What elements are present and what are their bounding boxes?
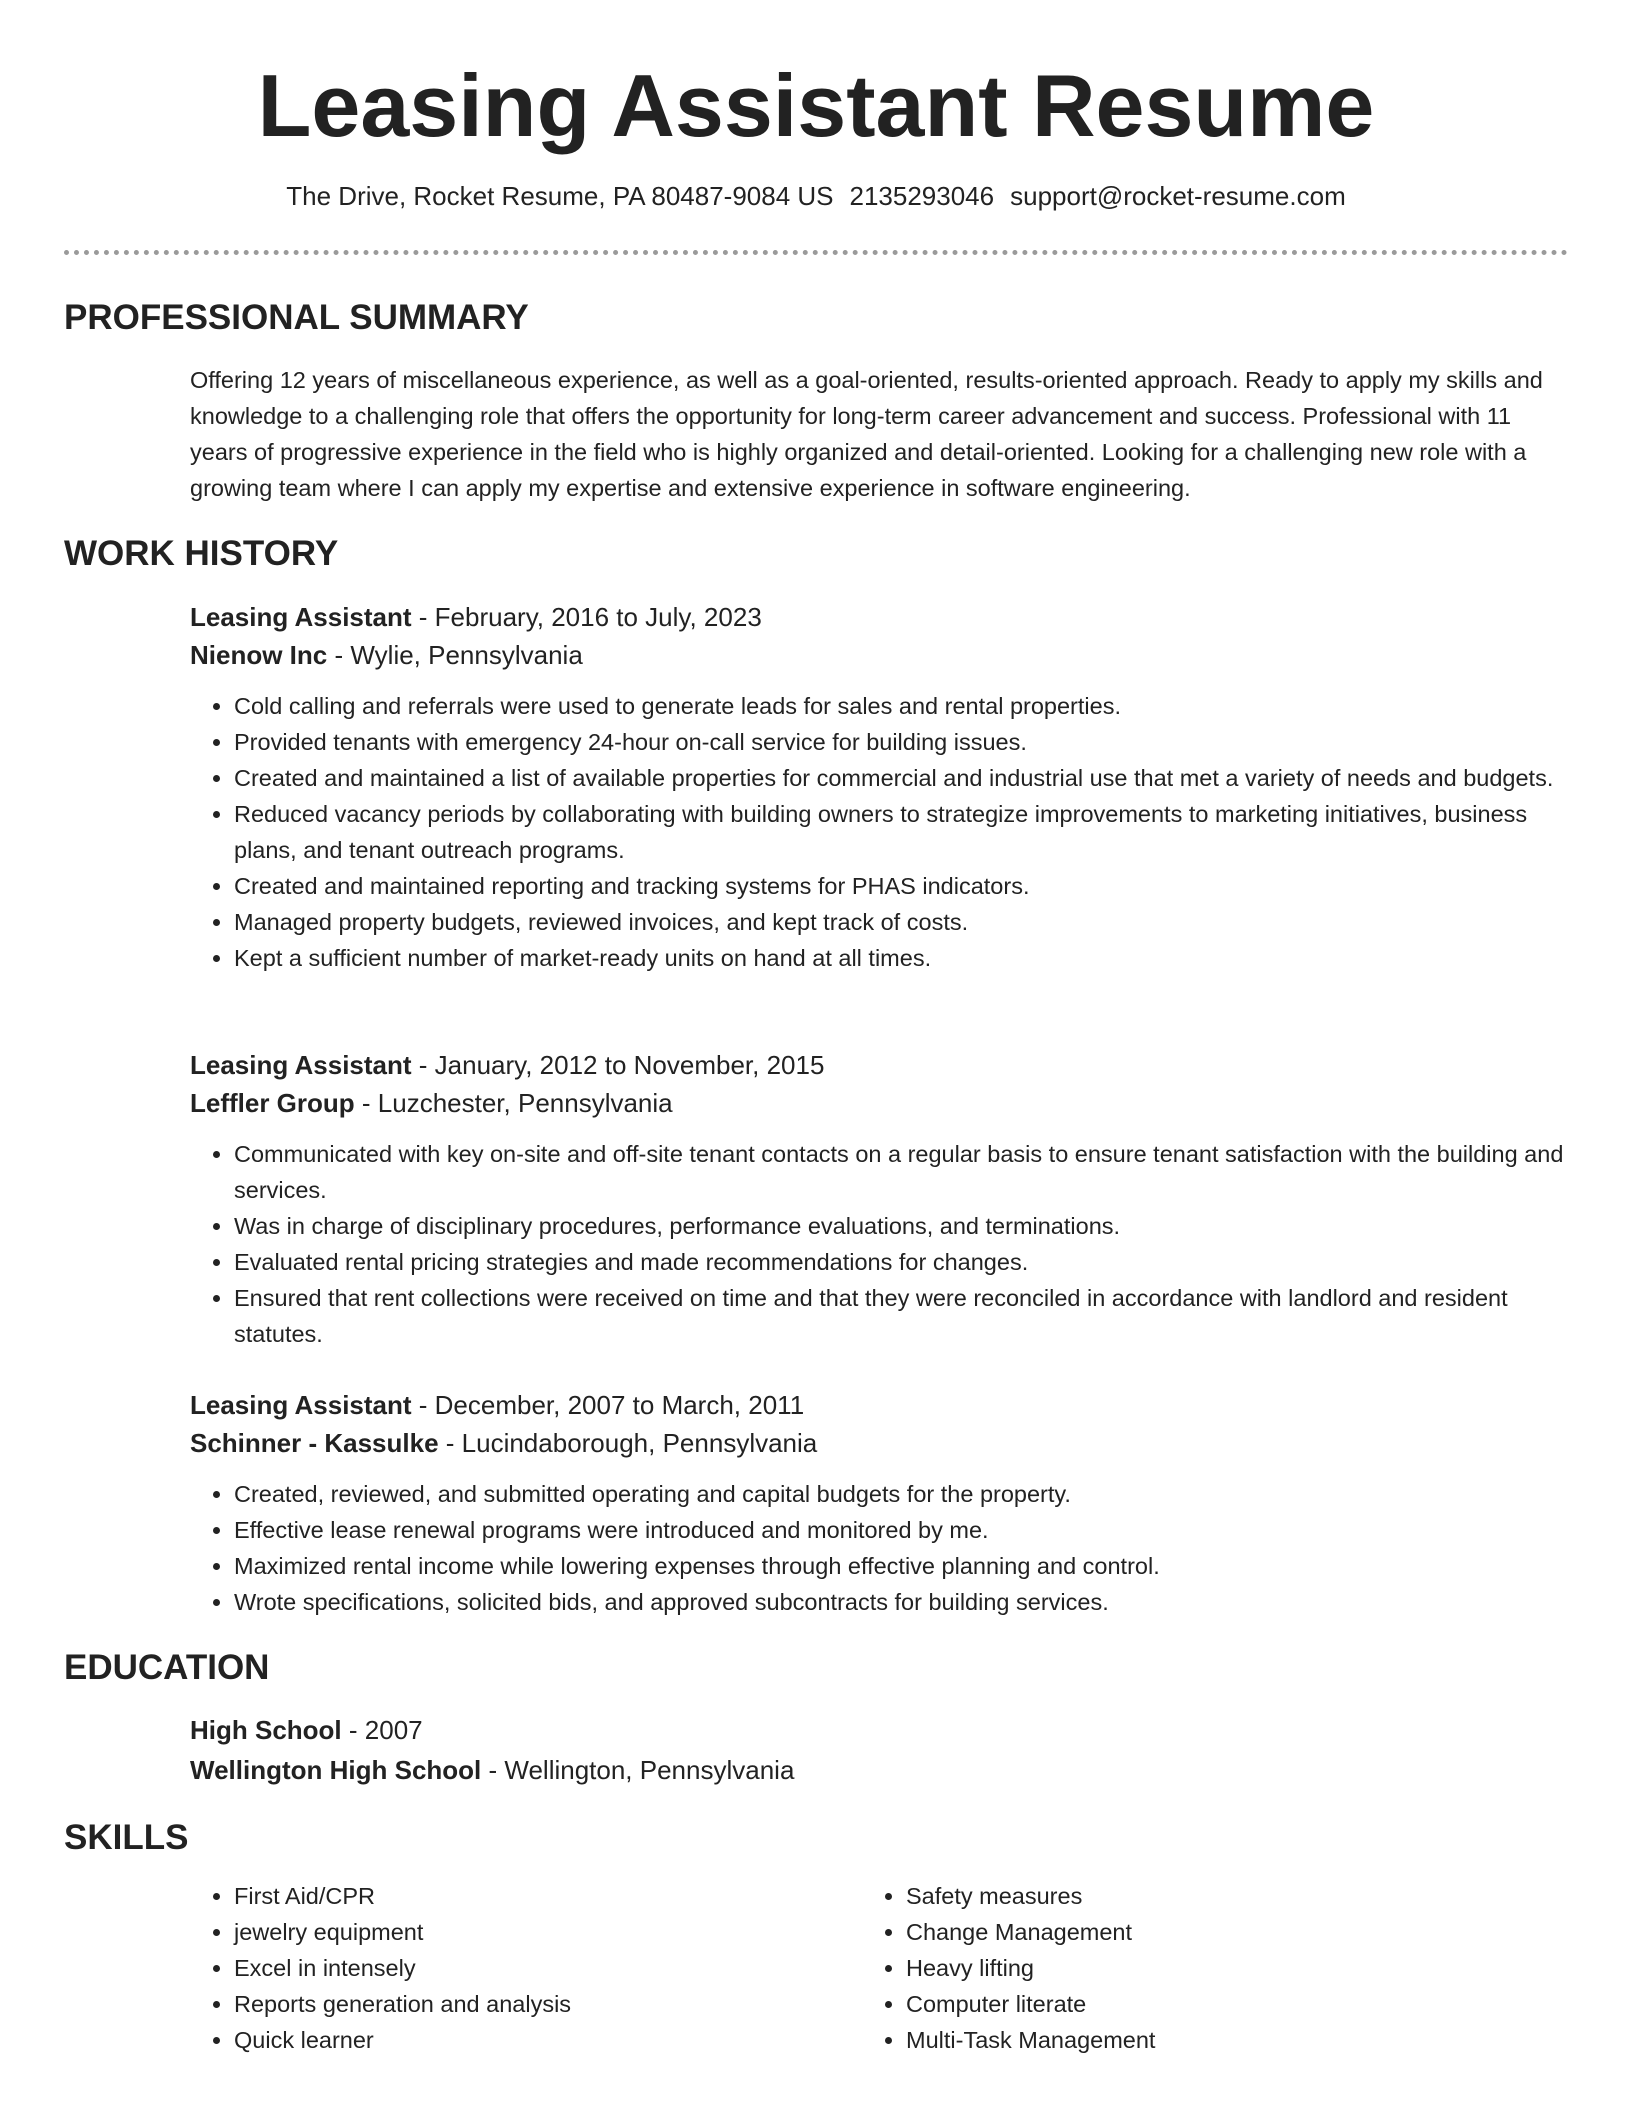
skill-item: • Change Management [906, 1914, 1462, 1950]
job-entry [190, 1046, 1570, 1352]
education-entry [190, 1710, 1570, 1790]
job-title-line [190, 1046, 1570, 1084]
job-bullets [190, 1476, 1570, 1620]
education-location: - Wellington, Pennsylvania [481, 1755, 795, 1785]
job-title: Leasing Assistant [190, 602, 412, 632]
job-bullets [190, 688, 1570, 976]
job-company-line [190, 636, 1570, 674]
job-bullet: • Created, reviewed, and submitted operating and capital budgets for the property. [234, 1476, 1570, 1512]
job-bullet: • Maximized rental income while lowering expenses through effective planning and control. [234, 1548, 1570, 1584]
job-bullet: • Created and maintained reporting and tracking systems for PHAS indicators. [234, 868, 1570, 904]
skills-list [190, 1878, 790, 2058]
summary-text: Offering 12 years of miscellaneous experience, as well as a goal-oriented, results-oriented approach. Ready to apply my skills and knowledge to a challenging role that offers the opportunity for long-term career advancement and success. Professional with 11 years of progressive experience in the field who is highly organized and detail-oriented. Looking for a challenging new role with a growing team where I can apply my expertise and extensive experience in software engineering. [190, 367, 1543, 501]
job-bullet: • Communicated with key on-site and off-site tenant contacts on a regular basis to ensure tenant satisfaction with the building and services. [234, 1136, 1570, 1208]
header-divider [64, 250, 1568, 255]
skill-item: • jewelry equipment [234, 1914, 790, 1950]
job-title-line [190, 598, 1570, 636]
job-bullet: • Cold calling and referrals were used to generate leads for sales and rental properties. [234, 688, 1570, 724]
summary-heading: PROFESSIONAL SUMMARY [64, 298, 529, 337]
education-heading: EDUCATION [64, 1648, 270, 1687]
job-location: - Lucindaborough, Pennsylvania [438, 1428, 818, 1458]
job-company: Nienow Inc [190, 640, 328, 670]
skills-column-right [862, 1878, 1462, 2058]
skills-column-left [190, 1878, 790, 2058]
skills-list [862, 1878, 1462, 2058]
job-company-line [190, 1424, 1570, 1462]
job-title: Leasing Assistant [190, 1050, 412, 1080]
contact-address: The Drive, Rocket Resume, PA 80487-9084 US [286, 181, 834, 211]
job-dates: - December, 2007 to March, 2011 [411, 1390, 805, 1420]
job-bullet: • Kept a sufficient number of market-ready units on hand at all times. [234, 940, 1570, 976]
skill-item: • Multi-Task Management [906, 2022, 1462, 2058]
skill-item: • Safety measures [906, 1878, 1462, 1914]
job-dates: - January, 2012 to November, 2015 [411, 1050, 825, 1080]
job-dates: - February, 2016 to July, 2023 [411, 602, 762, 632]
job-bullet: • Evaluated rental pricing strategies and made recommendations for changes. [234, 1244, 1570, 1280]
skills-heading: SKILLS [64, 1818, 189, 1857]
education-school: Wellington High School [190, 1755, 482, 1785]
skill-item: • Excel in intensely [234, 1950, 790, 1986]
skill-item: • Quick learner [234, 2022, 790, 2058]
job-entry [190, 1386, 1570, 1620]
job-company-line [190, 1084, 1570, 1122]
contact-line [0, 178, 1632, 214]
job-company: Leffler Group [190, 1088, 355, 1118]
education-year: - 2007 [341, 1715, 423, 1745]
job-location: - Luzchester, Pennsylvania [354, 1088, 673, 1118]
job-bullet: • Ensured that rent collections were received on time and that they were reconciled in accordance with landlord and resident statutes. [234, 1280, 1570, 1352]
job-location: - Wylie, Pennsylvania [327, 640, 583, 670]
job-title-line [190, 1386, 1570, 1424]
skill-item: • Heavy lifting [906, 1950, 1462, 1986]
education-degree-line [190, 1710, 1570, 1750]
job-title: Leasing Assistant [190, 1390, 412, 1420]
job-bullets [190, 1136, 1570, 1352]
job-bullet: • Effective lease renewal programs were introduced and monitored by me. [234, 1512, 1570, 1548]
job-company: Schinner - Kassulke [190, 1428, 439, 1458]
job-bullet: • Reduced vacancy periods by collaborating with building owners to strategize improvements to marketing initiatives, business plans, and tenant outreach programs. [234, 796, 1570, 868]
job-bullet: • Managed property budgets, reviewed invoices, and kept track of costs. [234, 904, 1570, 940]
job-bullet: • Created and maintained a list of available properties for commercial and industrial use that met a variety of needs and budgets. [234, 760, 1570, 796]
job-entry [190, 598, 1570, 976]
resume-title: Leasing Assistant Resume [257, 56, 1375, 155]
job-bullet: • Was in charge of disciplinary procedures, performance evaluations, and terminations. [234, 1208, 1570, 1244]
job-bullet: • Wrote specifications, solicited bids, and approved subcontracts for building services. [234, 1584, 1570, 1620]
education-degree: High School [190, 1715, 342, 1745]
skill-item: • Reports generation and analysis [234, 1986, 790, 2022]
contact-phone: 2135293046 [849, 181, 995, 211]
education-school-line [190, 1750, 1570, 1790]
skill-item: • First Aid/CPR [234, 1878, 790, 1914]
skill-item: • Computer literate [906, 1986, 1462, 2022]
contact-email: support@rocket-resume.com [1010, 181, 1346, 211]
work-history-heading: WORK HISTORY [64, 534, 339, 573]
job-bullet: • Provided tenants with emergency 24-hour on-call service for building issues. [234, 724, 1570, 760]
